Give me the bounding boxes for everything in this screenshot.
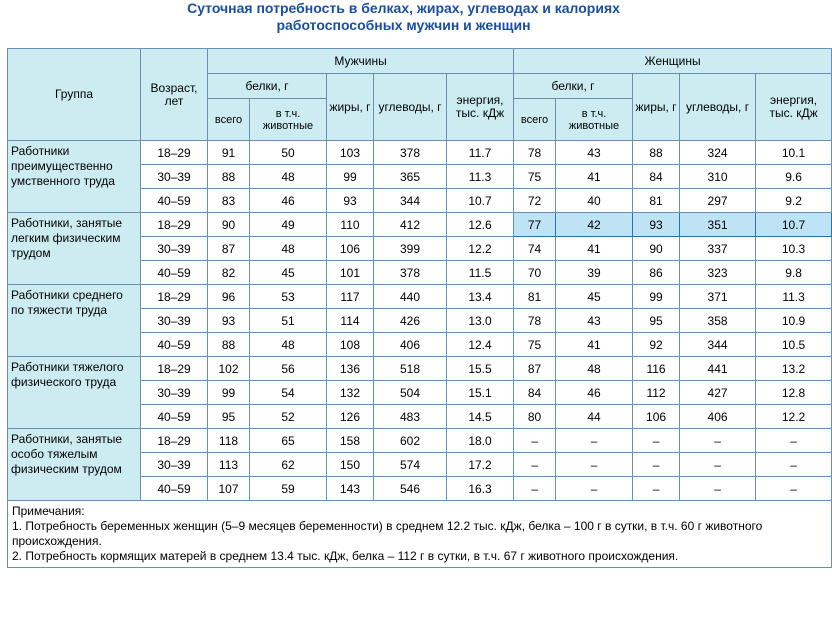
men-proteins-total-cell: 107 (208, 477, 250, 501)
men-energy-cell: 15.1 (447, 381, 514, 405)
men-carbs-cell: 518 (374, 357, 447, 381)
men-carbs-cell: 344 (374, 189, 447, 213)
women-proteins-total-cell: 80 (514, 405, 556, 429)
men-fats-cell: 103 (327, 141, 374, 165)
women-proteins-animal-cell: 48 (556, 357, 633, 381)
age-cell: 40–59 (141, 261, 208, 285)
men-fats-cell: 93 (327, 189, 374, 213)
men-energy-cell: 14.5 (447, 405, 514, 429)
age-cell: 40–59 (141, 477, 208, 501)
men-proteins-animal-cell: 48 (250, 165, 327, 189)
women-energy-cell: 9.8 (756, 261, 832, 285)
men-fats-cell: 108 (327, 333, 374, 357)
men-proteins-total-cell: 93 (208, 309, 250, 333)
men-energy-cell: 11.5 (447, 261, 514, 285)
women-energy-cell: 10.9 (756, 309, 832, 333)
men-proteins-animal-cell: 51 (250, 309, 327, 333)
women-proteins-animal-cell: 41 (556, 333, 633, 357)
women-proteins-animal-cell: 44 (556, 405, 633, 429)
group-name: Работники среднего по тяжести труда (8, 285, 141, 357)
women-carbs-cell: 310 (680, 165, 756, 189)
men-carbs-cell: 440 (374, 285, 447, 309)
women-proteins-total-cell: – (514, 453, 556, 477)
header-women-fats: жиры, г (633, 74, 680, 141)
age-cell: 30–39 (141, 165, 208, 189)
women-energy-cell: – (756, 429, 832, 453)
men-proteins-animal-cell: 53 (250, 285, 327, 309)
women-fats-cell: 81 (633, 189, 680, 213)
group-name: Работники, занятые легким физическим трудом (8, 213, 141, 285)
men-carbs-cell: 602 (374, 429, 447, 453)
women-proteins-animal-cell: 39 (556, 261, 633, 285)
men-fats-cell: 117 (327, 285, 374, 309)
age-cell: 30–39 (141, 381, 208, 405)
men-proteins-total-cell: 95 (208, 405, 250, 429)
men-energy-cell: 16.3 (447, 477, 514, 501)
header-men-total: всего (208, 99, 250, 141)
men-proteins-total-cell: 91 (208, 141, 250, 165)
header-women-carbs: углеводы, г (680, 74, 756, 141)
men-fats-cell: 143 (327, 477, 374, 501)
notes-cell (8, 501, 832, 568)
men-fats-cell: 132 (327, 381, 374, 405)
men-proteins-total-cell: 88 (208, 333, 250, 357)
men-proteins-total-cell: 90 (208, 213, 250, 237)
women-fats-cell: 84 (633, 165, 680, 189)
women-carbs-cell: 441 (680, 357, 756, 381)
note-1: 1. Потребность беременных женщин (5–9 месяцев беременности) в среднем 12.2 тыс. кДж, белка – 100 г в сутки, в т.ч. 60 г животного происхождения. (12, 519, 763, 548)
women-energy-cell: – (756, 477, 832, 501)
men-energy-cell: 12.6 (447, 213, 514, 237)
men-proteins-animal-cell: 54 (250, 381, 327, 405)
women-proteins-animal-cell: – (556, 429, 633, 453)
table-row (8, 285, 832, 309)
women-carbs-cell: 427 (680, 381, 756, 405)
header-men-carbs: углеводы, г (374, 74, 447, 141)
women-energy-cell: – (756, 453, 832, 477)
women-fats-cell: 116 (633, 357, 680, 381)
women-energy-cell: 10.1 (756, 141, 832, 165)
title-line-1: Суточная потребность в белках, жирах, углеводах и калориях (187, 0, 620, 16)
men-proteins-animal-cell: 59 (250, 477, 327, 501)
men-energy-cell: 13.0 (447, 309, 514, 333)
men-fats-cell: 126 (327, 405, 374, 429)
women-fats-cell: 95 (633, 309, 680, 333)
men-proteins-animal-cell: 52 (250, 405, 327, 429)
men-proteins-total-cell: 87 (208, 237, 250, 261)
women-proteins-total-cell: 74 (514, 237, 556, 261)
age-cell: 30–39 (141, 453, 208, 477)
women-fats-cell: – (633, 453, 680, 477)
men-energy-cell: 11.7 (447, 141, 514, 165)
women-carbs-cell: 324 (680, 141, 756, 165)
page-title (0, 0, 807, 40)
women-carbs-cell: 344 (680, 333, 756, 357)
women-proteins-total-cell: 75 (514, 333, 556, 357)
women-carbs-cell: – (680, 477, 756, 501)
men-proteins-total-cell: 99 (208, 381, 250, 405)
women-fats-cell: 86 (633, 261, 680, 285)
women-carbs-cell: 351 (680, 213, 756, 237)
men-proteins-total-cell: 83 (208, 189, 250, 213)
men-fats-cell: 114 (327, 309, 374, 333)
age-cell: 30–39 (141, 237, 208, 261)
men-fats-cell: 106 (327, 237, 374, 261)
women-energy-cell: 10.5 (756, 333, 832, 357)
women-proteins-animal-cell: – (556, 477, 633, 501)
women-energy-cell: 9.2 (756, 189, 832, 213)
men-energy-cell: 17.2 (447, 453, 514, 477)
table-container (7, 48, 818, 625)
men-carbs-cell: 406 (374, 333, 447, 357)
men-proteins-total-cell: 118 (208, 429, 250, 453)
table-row (8, 357, 832, 381)
women-proteins-total-cell: 75 (514, 165, 556, 189)
header-women: Женщины (514, 49, 832, 74)
women-proteins-animal-cell: 46 (556, 381, 633, 405)
women-carbs-cell: – (680, 453, 756, 477)
men-proteins-animal-cell: 49 (250, 213, 327, 237)
women-energy-cell: 11.3 (756, 285, 832, 309)
men-fats-cell: 150 (327, 453, 374, 477)
men-proteins-animal-cell: 48 (250, 237, 327, 261)
men-proteins-animal-cell: 45 (250, 261, 327, 285)
age-cell: 18–29 (141, 285, 208, 309)
women-proteins-total-cell: 81 (514, 285, 556, 309)
header-women-proteins: белки, г (514, 74, 633, 99)
men-energy-cell: 12.2 (447, 237, 514, 261)
men-fats-cell: 136 (327, 357, 374, 381)
women-fats-cell: 93 (633, 213, 680, 237)
men-carbs-cell: 378 (374, 141, 447, 165)
women-energy-cell: 13.2 (756, 357, 832, 381)
women-energy-cell: 10.7 (756, 213, 832, 237)
women-fats-cell: 99 (633, 285, 680, 309)
women-proteins-animal-cell: 42 (556, 213, 633, 237)
men-fats-cell: 99 (327, 165, 374, 189)
women-proteins-animal-cell: 43 (556, 141, 633, 165)
women-fats-cell: 90 (633, 237, 680, 261)
women-proteins-total-cell: – (514, 477, 556, 501)
header-age: Возраст, лет (141, 49, 208, 141)
age-cell: 18–29 (141, 357, 208, 381)
group-name: Работники тяжелого физического труда (8, 357, 141, 429)
title-line-2: работоспособных мужчин и женщин (276, 17, 531, 33)
men-energy-cell: 11.3 (447, 165, 514, 189)
women-proteins-animal-cell: – (556, 453, 633, 477)
age-cell: 40–59 (141, 189, 208, 213)
women-carbs-cell: 323 (680, 261, 756, 285)
men-carbs-cell: 412 (374, 213, 447, 237)
men-proteins-animal-cell: 48 (250, 333, 327, 357)
men-proteins-animal-cell: 46 (250, 189, 327, 213)
men-proteins-total-cell: 113 (208, 453, 250, 477)
women-energy-cell: 9.6 (756, 165, 832, 189)
women-proteins-animal-cell: 43 (556, 309, 633, 333)
header-men: Мужчины (208, 49, 514, 74)
men-proteins-total-cell: 88 (208, 165, 250, 189)
notes-heading: Примечания: (12, 504, 85, 518)
men-proteins-animal-cell: 50 (250, 141, 327, 165)
women-proteins-total-cell: 70 (514, 261, 556, 285)
men-proteins-total-cell: 96 (208, 285, 250, 309)
men-fats-cell: 158 (327, 429, 374, 453)
men-carbs-cell: 378 (374, 261, 447, 285)
women-carbs-cell: 406 (680, 405, 756, 429)
men-carbs-cell: 483 (374, 405, 447, 429)
women-energy-cell: 10.3 (756, 237, 832, 261)
women-fats-cell: 88 (633, 141, 680, 165)
women-proteins-animal-cell: 40 (556, 189, 633, 213)
group-name: Работники преимущественно умственного труда (8, 141, 141, 213)
women-proteins-total-cell: 78 (514, 141, 556, 165)
men-carbs-cell: 504 (374, 381, 447, 405)
men-energy-cell: 12.4 (447, 333, 514, 357)
header-women-animal: в т.ч. животные (556, 99, 633, 141)
men-carbs-cell: 426 (374, 309, 447, 333)
women-fats-cell: 106 (633, 405, 680, 429)
men-energy-cell: 15.5 (447, 357, 514, 381)
men-carbs-cell: 546 (374, 477, 447, 501)
women-proteins-total-cell: 78 (514, 309, 556, 333)
header-women-energy: энергия, тыс. кДж (756, 74, 832, 141)
age-cell: 18–29 (141, 429, 208, 453)
age-cell: 18–29 (141, 141, 208, 165)
women-fats-cell: 92 (633, 333, 680, 357)
age-cell: 30–39 (141, 309, 208, 333)
women-proteins-animal-cell: 41 (556, 237, 633, 261)
women-fats-cell: – (633, 429, 680, 453)
table-row (8, 141, 832, 165)
women-fats-cell: 112 (633, 381, 680, 405)
men-energy-cell: 10.7 (447, 189, 514, 213)
women-energy-cell: 12.8 (756, 381, 832, 405)
table-row (8, 429, 832, 453)
men-proteins-animal-cell: 62 (250, 453, 327, 477)
women-proteins-animal-cell: 45 (556, 285, 633, 309)
header-women-total: всего (514, 99, 556, 141)
note-2: 2. Потребность кормящих матерей в среднем 13.4 тыс. кДж, белка – 112 г в сутки, в т.ч. 67 г животного происхождения. (12, 549, 679, 563)
men-carbs-cell: 399 (374, 237, 447, 261)
men-proteins-animal-cell: 56 (250, 357, 327, 381)
women-carbs-cell: 371 (680, 285, 756, 309)
header-men-animal: в т.ч. животные (250, 99, 327, 141)
men-carbs-cell: 574 (374, 453, 447, 477)
women-carbs-cell: 337 (680, 237, 756, 261)
women-proteins-total-cell: – (514, 429, 556, 453)
men-carbs-cell: 365 (374, 165, 447, 189)
men-proteins-total-cell: 82 (208, 261, 250, 285)
table-body (8, 141, 832, 501)
women-carbs-cell: 297 (680, 189, 756, 213)
table-row (8, 213, 832, 237)
nutrition-table (7, 48, 832, 568)
women-energy-cell: 12.2 (756, 405, 832, 429)
men-energy-cell: 13.4 (447, 285, 514, 309)
age-cell: 40–59 (141, 333, 208, 357)
header-group: Группа (8, 49, 141, 141)
women-proteins-total-cell: 87 (514, 357, 556, 381)
men-proteins-animal-cell: 65 (250, 429, 327, 453)
women-proteins-total-cell: 72 (514, 189, 556, 213)
women-proteins-total-cell: 84 (514, 381, 556, 405)
men-energy-cell: 18.0 (447, 429, 514, 453)
women-proteins-total-cell: 77 (514, 213, 556, 237)
men-proteins-total-cell: 102 (208, 357, 250, 381)
header-men-energy: энергия, тыс. кДж (447, 74, 514, 141)
header-men-fats: жиры, г (327, 74, 374, 141)
men-fats-cell: 110 (327, 213, 374, 237)
men-fats-cell: 101 (327, 261, 374, 285)
age-cell: 40–59 (141, 405, 208, 429)
age-cell: 18–29 (141, 213, 208, 237)
header-men-proteins: белки, г (208, 74, 327, 99)
women-carbs-cell: 358 (680, 309, 756, 333)
group-name: Работники, занятые особо тяжелым физическим трудом (8, 429, 141, 501)
women-proteins-animal-cell: 41 (556, 165, 633, 189)
women-fats-cell: – (633, 477, 680, 501)
women-carbs-cell: – (680, 429, 756, 453)
